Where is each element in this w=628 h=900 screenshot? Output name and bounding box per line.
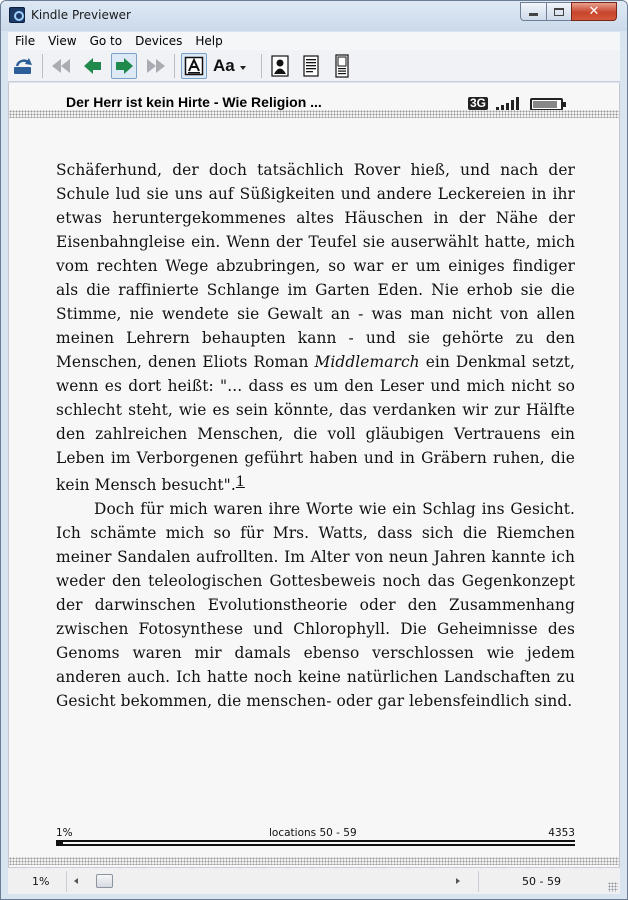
text-box-icon bbox=[184, 56, 204, 76]
book-title: Der Herr ist kein Hirte - Wie Religion ... bbox=[66, 94, 322, 110]
status-bar bbox=[8, 867, 620, 894]
paragraph-text: Schäferhund, der doch tatsächlich Rover hieß, und nach der Schule lud sie uns auf Süßigkeiten und andere Leckereien in ihr etwas heruntergekommenes altes Häuschen in der Nähe der Eisenbahngleise ein. Wenn der Teufel sie auserwählt hatte, mich vom rechten Wege abzubringen, so war er um einiges findiger als die raffinierte Schlange im Garten Eden. Nie erhob sie die Stimme, nie wendete sie Gewalt an - was man nicht von allen meinen Lehrern behaupten kann - und sie gehörte zu den Menschen, denen Eliots Roman bbox=[56, 161, 575, 371]
toolbar bbox=[8, 50, 620, 82]
toolbar-separator bbox=[261, 54, 262, 78]
progress-locations: locations 50 - 59 bbox=[269, 827, 357, 839]
scroll-right-icon[interactable] bbox=[456, 878, 460, 884]
document-icon bbox=[301, 55, 321, 77]
next-page-icon bbox=[115, 58, 133, 74]
rotate-icon bbox=[12, 56, 34, 76]
device-icon bbox=[332, 54, 352, 78]
reading-progress-bar bbox=[56, 840, 575, 846]
prev-page-icon bbox=[84, 58, 102, 74]
menu-devices[interactable]: Devices bbox=[135, 34, 183, 48]
font-size-label: Aa bbox=[213, 56, 235, 75]
status-separator bbox=[66, 871, 67, 892]
kindle-screen[interactable] bbox=[8, 83, 620, 894]
close-icon: ✕ bbox=[588, 4, 600, 19]
status-location: 50 - 59 bbox=[522, 875, 561, 888]
scrollbar-thumb[interactable] bbox=[96, 874, 113, 888]
maximize-button[interactable] bbox=[546, 2, 572, 21]
paragraph-text: Doch für mich waren ihre Worte wie ein Schlag ins Gesicht. Ich schämte mich so für Mrs. Watts, dass sich die Riemchen meiner Sandalen aufrollten. Im Alter von neun Jahren kannte ich weder den teleologischen Gottesbeweis noch das Gegenkonzept der darwinschen Evolutionstheorie oder den Zusammenhang zwischen Fotosynthese und Chlorophyll. Die Geheimnisse des Genoms waren mir damals ebenso verschlossen wie jedem anderen auch. Ich hatte noch keine natürlichen Landschaften zu Gesicht bekommen, die menschen- oder gar lebensfeindlich sind. bbox=[56, 500, 575, 710]
page-scrollbar[interactable] bbox=[84, 874, 454, 888]
toolbar-separator bbox=[174, 54, 175, 78]
close-button[interactable] bbox=[571, 2, 617, 21]
first-page-icon bbox=[52, 59, 70, 73]
footnote-link[interactable]: 1 bbox=[235, 474, 245, 490]
menu-help[interactable]: Help bbox=[195, 34, 223, 48]
cover-button[interactable] bbox=[267, 53, 293, 79]
progress-total: 4353 bbox=[548, 827, 575, 839]
battery-level bbox=[533, 101, 557, 108]
paragraph-text: ein Denkmal setzt, wenn es dort heißt: "... dass es um den Leser und mich nicht so schlecht steht, wie es sein könnte, das verdanken wir zur Hälfte den zahlreichen Menschen, die voll gläubigen Vertrauens ein Leben im Verborgenen geführt haben und in Gräbern ruhen, die kein Mensch besucht". bbox=[56, 353, 575, 494]
footer-divider bbox=[9, 857, 619, 865]
page-content bbox=[56, 158, 575, 713]
menu-view[interactable]: View bbox=[48, 34, 77, 48]
text-box-button[interactable] bbox=[181, 53, 207, 79]
rotate-button[interactable] bbox=[10, 53, 36, 79]
minimize-button[interactable] bbox=[520, 2, 547, 21]
kindle-header bbox=[9, 83, 619, 110]
next-page-button[interactable] bbox=[111, 53, 137, 79]
signal-icon bbox=[496, 97, 524, 111]
header-divider bbox=[9, 110, 619, 118]
cover-icon bbox=[270, 55, 290, 77]
network-badge: 3G bbox=[470, 96, 487, 110]
maximize-icon bbox=[554, 8, 564, 16]
prev-page-button[interactable] bbox=[80, 53, 106, 79]
last-page-icon bbox=[147, 59, 165, 73]
paragraph bbox=[56, 158, 575, 497]
menu-file[interactable]: File bbox=[15, 34, 36, 48]
device-button[interactable] bbox=[329, 53, 355, 79]
resize-grip-icon[interactable] bbox=[608, 882, 618, 892]
first-page-button[interactable] bbox=[48, 53, 74, 79]
menu-bar bbox=[8, 32, 620, 50]
toolbar-separator bbox=[42, 54, 43, 78]
font-size-button[interactable] bbox=[213, 53, 259, 79]
minimize-icon bbox=[529, 13, 538, 16]
scroll-left-icon[interactable] bbox=[74, 878, 78, 884]
paragraph bbox=[56, 497, 575, 713]
status-percent: 1% bbox=[32, 875, 50, 888]
menu-goto[interactable]: Go to bbox=[89, 34, 123, 48]
progress-percent: 1% bbox=[56, 827, 73, 839]
last-page-button[interactable] bbox=[143, 53, 169, 79]
progress-fill bbox=[56, 842, 63, 844]
chevron-down-icon bbox=[240, 66, 246, 70]
window-title: Kindle Previewer bbox=[31, 8, 131, 22]
kindle-app-icon bbox=[9, 7, 25, 23]
document-button[interactable] bbox=[298, 53, 324, 79]
title-bar[interactable] bbox=[1, 1, 627, 31]
book-reference: Middlemarch bbox=[314, 353, 420, 371]
status-separator bbox=[478, 871, 479, 892]
progress-labels bbox=[56, 827, 575, 841]
